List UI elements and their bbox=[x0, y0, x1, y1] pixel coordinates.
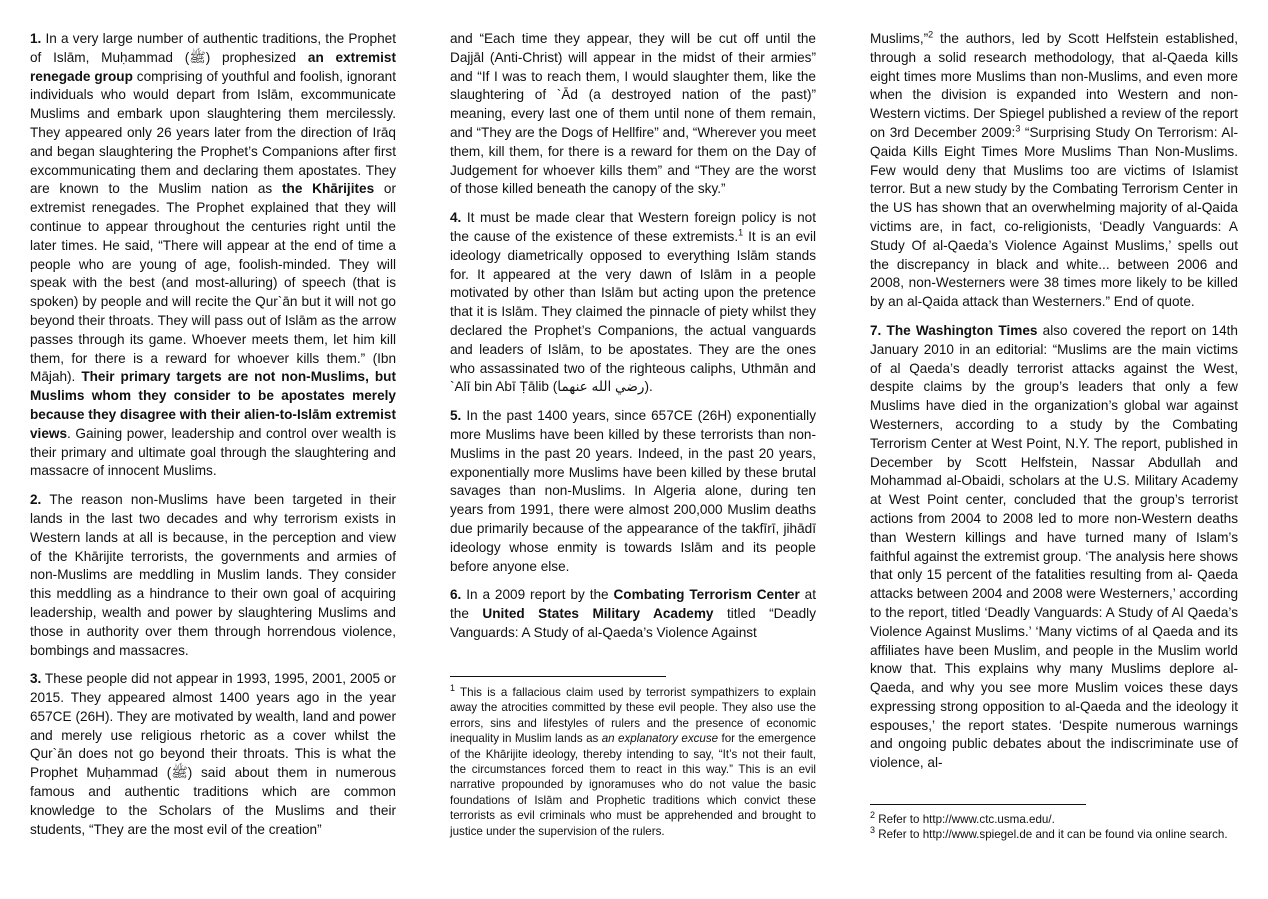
bold-text: 1. bbox=[30, 31, 42, 46]
footnotes-column-3 bbox=[870, 812, 1238, 843]
bold-text: 2. bbox=[30, 492, 42, 508]
footnote-divider bbox=[450, 676, 666, 677]
text-run: “Surprising Study On Terrorism: Al-Qaida Kills Eight Times More Muslims Than Non-Muslims. Few would deny that Muslims too are victims of Islamist terror. But a new study by the Combating Terrorism Center in the US has shown that an overwhelming majority of al-Qaida victims are, in fact, co-religionists, ‘Deadly Vanguards: A Study Of al-Qaeda’s Violence Against Muslims,’ spells out the discrepancy in black and white... between 2006 and 2008, non-Westerners were 38 times more likely to be killed by an al-Qaida attack than Westerners.” End of quote. bbox=[870, 124, 1238, 310]
text-run: The reason non-Muslims have been targeted in their lands in the last two decades and why terrorism exists in Western lands at all is because, in the perception and view of the Khārijite terrorists, the governments and armies of non-Muslims are meddling in Muslim lands. They consider this meddling as a hindrance to their own goal of acquiring leadership, wealth and power by slaughtering Muslims and those in authority over them through horrendous violence, bombings and massacres. bbox=[30, 492, 396, 658]
text-run: It must be made clear that Western foreign policy is not the cause of the existence of these extremists. bbox=[450, 210, 816, 244]
paragraph bbox=[450, 407, 816, 576]
footnote-marker: 3 bbox=[870, 825, 876, 836]
italic-text: an explanatory excuse bbox=[601, 732, 719, 746]
bold-text: 4. bbox=[450, 210, 462, 226]
bold-text: 7. The Washington Times bbox=[870, 322, 1038, 338]
paragraph bbox=[30, 30, 396, 481]
text-run: ) prophesized bbox=[205, 49, 308, 65]
text-run: and “Each time they appear, they will be cut off until the Dajjāl (Anti-Christ) will appear in the midst of their armies” and “If I was to reach them, I would slaughter them, like the slaughtering of `Ād (a destroyed nation of the past)” meaning, every last one of them until none of them remain, and “They are the Dogs of Hellfire” and, “Wherever you meet them, kill them, for there is a reward for them on the Day of Judgement for whoever kills them” and “They are the worst of those killed beneath the canopy of the sky.” bbox=[450, 31, 816, 197]
text-run: also covered the report on 14th January 2010 in an editorial: “Muslims are the main victims of al Qaeda’s deadly terrorist attacks against the West, despite claims by the group’s leaders that only a few Muslims have died in the organization’s global war against Westerners, according to a study by the Combating Terrorism Center at West Point, N.Y. The report, published in December by Scott Helfstein, Nassar Abdullah and Mohammad al-Obaidi, scholars at the U.S. Military Academy at West Point center, concluded that the group’s terrorist actions from 2004 to 2008 led to more non-Western deaths than Western killings and have turned many of Islam’s faithful against the extremist group. ‘The analysis here shows that only 15 percent of the fatalities resulting from al- Qaeda attacks between 2004 and 2008 were Westerners,’ according to the report, titled ‘Deadly Vanguards: A Study of Al Qaeda’s Violence Against Muslims.’ ‘Many victims of al Qaeda and its affiliates have been Muslim, and people in the Muslim world know that. This explains why many Muslims deplore al-Qaeda, and why you see more Muslim voices these days expressing strong opposition to al-Qaeda and the ideology it espouses,’ the report states. ‘Despite numerous warnings and ongoing public debates about the indiscriminate use of violence, al- bbox=[870, 322, 1239, 771]
text-run: the authors, led by Scott Helfstein established, through a solid research methodology, that al-Qaeda kills eight times more Muslims than non-Muslims, and even more when the division is expanded into Western and non-Western victims. Der Spiegel published a review of the report on 3rd December 2009: bbox=[870, 31, 1238, 140]
text-run: comprising of youthful and foolish, ignorant individuals who would depart from Islām, excommunicate Muslims and embark upon slaughtering them mercilessly. They appeared only 26 years later from the direction of Irāq and began slaughtering the Prophet’s Companions after first excommunicating them and declaring them apostates. They are known to the Muslim nation as bbox=[30, 68, 396, 197]
text-run: at the bbox=[450, 587, 816, 622]
footnote-marker: 1 bbox=[738, 227, 744, 238]
text-run: Refer to http://www.spiegel.de and it can be found via online search. bbox=[875, 828, 1228, 842]
paragraph bbox=[450, 586, 816, 642]
paragraph bbox=[30, 491, 396, 660]
text-run: titled “Deadly Vanguards: A Study of al-Qaeda’s Violence Against bbox=[450, 606, 816, 640]
bold-text: an extremist renegade group bbox=[30, 49, 396, 84]
footnote-marker: 1 bbox=[450, 683, 456, 694]
paragraph bbox=[450, 30, 816, 199]
text-run: ). bbox=[644, 379, 653, 395]
text-run: or extremist renegades. The Prophet explained that they will continue to appear throughout the centuries right until the later times. He said, “There will appear at the end of time a people who are young of age, foolish-minded. They will speak with the best (and most-alluring) of speech (that is spoken) by people and will recite the Qur`ān but it will not go beyond their throats. They will pass out of Islām as the arrow passes through its game. Whoever meets them, let him kill them, for there is a reward for whoever kills them.” (Ibn Mājah). bbox=[30, 181, 396, 385]
bold-text: United States Military Academy bbox=[482, 606, 714, 622]
text-run: for the emergence of the Khārijite ideology, thereby intending to say, “It’s not their fault, the circumstances forced them to react in this way.” This is an evil narrative propounded by ignoramuses who do not value the basic foundations of Islām and Prophetic traditions which convict these terrorists as evil criminals who must be apprehended and brought to justice under the supervision of the rulers. bbox=[450, 732, 816, 838]
text-run: Refer to http://www.ctc.usma.edu/. bbox=[875, 813, 1055, 826]
bold-text: 3. bbox=[30, 671, 42, 687]
column-3 bbox=[870, 30, 1238, 783]
text-run: ﷺ bbox=[189, 49, 206, 65]
footnote bbox=[450, 685, 816, 839]
text-run: In a very large number of authentic traditions, the Prophet of Islām, Muḥammad ( bbox=[30, 31, 396, 65]
text-run: These people did not appear in 1993, 1995, 2001, 2005 or 2015. They appeared almost 1400 years ago in the year 657CE (26H). They are motivated by wealth, land and power and merely use religious rhetoric as a cover whilst the Qur`ān does not go beyond their throats. This is what the Prophet Muḥammad ( bbox=[30, 671, 396, 781]
text-run: It is an evil ideology diametrically opposed to everything Islām stands for. It appeared at the very dawn of Islām in a people motivated by other than Islām but acting upon the pretence that it is Islām. They claimed the pinnacle of piety whilst they declared the Prophet’s Companions, the actual vanguards and leaders of Islām, to be apostates. They are the ones who assassinated two of the righteous caliphs, Uthmān and `Alī bin Abī Ṭālib ( bbox=[450, 228, 816, 395]
footnote bbox=[870, 827, 1238, 842]
paragraph bbox=[450, 209, 816, 397]
paragraph bbox=[870, 30, 1238, 312]
footnote-marker: 3 bbox=[1015, 123, 1021, 134]
text-run: . Gaining power, leadership and control over wealth is their primary and ultimate goal through the slaughtering and massacre of innocent Muslims. bbox=[30, 425, 396, 479]
footnote-marker: 2 bbox=[870, 810, 876, 821]
text-run: ﷺ bbox=[171, 765, 188, 781]
footnote-marker: 2 bbox=[928, 29, 934, 40]
footnote bbox=[870, 812, 1238, 827]
bold-text: Combating Terrorism Center bbox=[613, 587, 800, 603]
bold-text: the Khārijites bbox=[282, 181, 375, 197]
bold-text: 5. bbox=[450, 408, 462, 424]
text-run: رضي الله عنهما bbox=[557, 379, 645, 395]
bold-text: 6. bbox=[450, 587, 462, 603]
text-run: This is a fallacious claim used by terrorist sympathizers to explain away the atrocities committed by these evil people. They also use the errors, sins and lifestyles of rulers and the presence of economic inequality in Muslim lands as bbox=[450, 686, 816, 746]
column-1 bbox=[30, 30, 396, 849]
text-run: Muslims,” bbox=[870, 31, 929, 46]
footnotes-column-2 bbox=[450, 685, 816, 839]
column-2 bbox=[450, 30, 816, 653]
text-run: In the past 1400 years, since 657CE (26H) exponentially more Muslims have been killed by these terrorists than non-Muslims in the past 20 years. Indeed, in the past 20 years, exponentially more Muslims have been killed by these brutal savages than non-Muslims. In Algeria alone, during ten years from 1991, there were almost 200,000 Muslim deaths due primarily because of the appearance of the takfīrī, jihādī ideology whose enmity is towards Islām and its people before anyone else. bbox=[450, 408, 816, 574]
text-run: In a 2009 report by the bbox=[461, 587, 614, 603]
text-run: ) said about them in numerous famous and authentic traditions which are common knowledge to the Scholars of the Muslims and their students, “They are the most evil of the creation” bbox=[30, 765, 396, 837]
footnote-divider bbox=[870, 804, 1086, 805]
paragraph bbox=[30, 670, 396, 839]
bold-text: Their primary targets are not non-Muslims, but Muslims whom they consider to be apostates merely because they disagree with their alien-to-Islām extremist views bbox=[30, 369, 396, 441]
paragraph bbox=[870, 322, 1238, 773]
